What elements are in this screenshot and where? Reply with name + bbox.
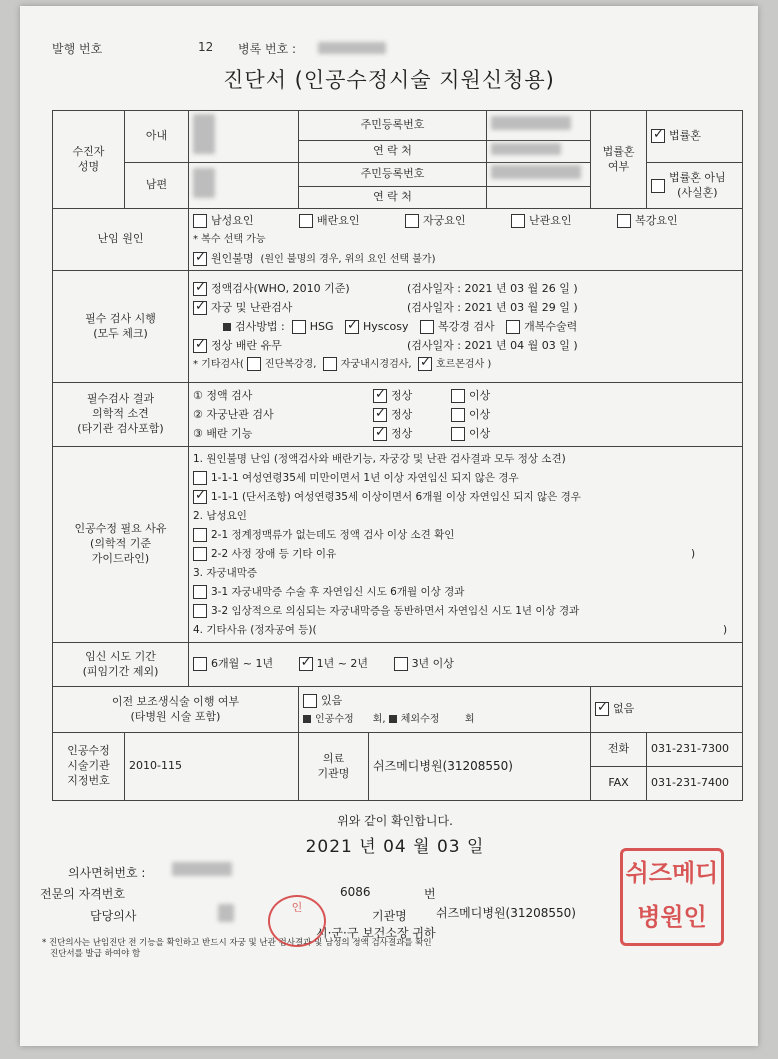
reason-h4-close: )	[723, 623, 728, 636]
reason-21-checkbox[interactable]	[193, 528, 207, 542]
laparoscopy-checkbox[interactable]	[420, 320, 434, 334]
wife-rrn	[487, 111, 591, 141]
hyscosy-checkbox[interactable]	[345, 320, 359, 334]
unexplained-checkbox[interactable]	[193, 252, 207, 266]
hysteroscopy-checkbox[interactable]	[323, 357, 337, 371]
diagnostic-laparoscopy-text: 진단복강경,	[264, 359, 317, 370]
results-label: 필수검사 결과 의학적 소견 (타기관 검사포함)	[53, 383, 189, 447]
tubal-factor-text: 난관요인	[529, 214, 572, 227]
laparotomy-text: 개복수술력	[524, 320, 578, 333]
previous-art-yes	[299, 687, 591, 733]
semen-test-text: 정액검사(WHO, 2010 기준)	[211, 282, 350, 295]
semen-abnormal-text: 이상	[469, 389, 491, 402]
uterus-normal-checkbox[interactable]	[373, 408, 387, 422]
license-number-label: 의사면허번호 :	[68, 866, 146, 880]
infertility-cause-options	[189, 209, 743, 271]
reason-111b-checkbox[interactable]	[193, 490, 207, 504]
specialist-number: 6086	[340, 885, 371, 899]
hormone-test-text: 호르몬검사 )	[435, 359, 492, 370]
husband-contact-label: 연 락 처	[299, 187, 487, 209]
ovulation-abnormal-text: 이상	[469, 427, 491, 440]
legal-marriage-text: 법률혼	[669, 129, 701, 143]
hyscosy-text: Hyscosy	[363, 320, 409, 333]
doctor-seal-stamp: 인	[268, 895, 326, 947]
husband-contact	[487, 187, 591, 209]
wife-rrn-label: 주민등록번호	[299, 111, 487, 141]
laparotomy-checkbox[interactable]	[506, 320, 520, 334]
semen-normal-text: 정상	[391, 389, 413, 402]
result-semen-name: ① 정액 검사	[193, 389, 253, 402]
multiple-select-note: * 복수 선택 가능	[193, 234, 266, 245]
uterine-factor-checkbox[interactable]	[405, 214, 419, 228]
previous-art-no	[591, 687, 743, 733]
ivf-unit: 회	[464, 713, 475, 725]
phone-label: 전화	[591, 733, 647, 767]
issue-number: 12	[198, 40, 214, 54]
attempt-6m-1y-checkbox[interactable]	[193, 657, 207, 671]
fax-number: 031-231-7400	[647, 767, 743, 801]
previous-yes-text: 있음	[321, 693, 343, 707]
wife-name	[189, 111, 299, 163]
marriage-option-common-law[interactable]	[647, 163, 743, 209]
male-factor-checkbox[interactable]	[193, 214, 207, 228]
uterine-factor-text: 자궁요인	[423, 214, 466, 227]
diagnostic-laparoscopy-checkbox[interactable]	[247, 357, 261, 371]
reason-111a-text: 1-1-1 여성연령35세 미만이면서 1년 이상 자연임신 되지 않은 경우	[211, 471, 519, 484]
ovulation-test-date: (검사일자 : 2021 년 04 월 03 일 )	[407, 339, 578, 352]
tubal-factor-checkbox[interactable]	[511, 214, 525, 228]
institution-name-label: 의료 기관명	[299, 733, 369, 801]
marriage-option-legal[interactable]	[647, 111, 743, 163]
reason-h1: 1. 원인불명 난임 (정액검사와 배란기능, 자궁강 및 난관 검사결과 모두 정상 소견)	[193, 452, 566, 465]
attempt-1y-2y-checkbox[interactable]	[299, 657, 313, 671]
hsg-text: HSG	[309, 320, 334, 333]
document-title: 진단서 (인공수정시술 지원신청용)	[223, 68, 555, 92]
institution-name: 쉬즈메디병원(31208550)	[369, 733, 591, 801]
institution-label-bottom: 기관명	[372, 909, 407, 923]
husband-name	[189, 163, 299, 209]
infertility-cause-label: 난임 원인	[53, 209, 189, 271]
attempt-3y-checkbox[interactable]	[394, 657, 408, 671]
ovulation-factor-checkbox[interactable]	[299, 214, 313, 228]
reason-h4: 4. 기타사유 (정자공여 등)(	[193, 623, 317, 636]
uterus-normal-text: 정상	[391, 408, 413, 421]
reason-32-checkbox[interactable]	[193, 604, 207, 618]
reason-22-text: 2-2 사정 장애 등 기타 이유	[211, 547, 337, 560]
common-law-checkbox[interactable]	[651, 179, 665, 193]
hormone-test-checkbox[interactable]	[418, 357, 432, 371]
ovulation-factor-text: 배란요인	[317, 214, 360, 227]
previous-no-text: 없음	[613, 702, 635, 716]
attempt-3y-text: 3년 이상	[411, 657, 454, 671]
ovulation-normal-checkbox[interactable]	[373, 427, 387, 441]
reason-31-text: 3-1 자궁내막증 수술 후 자연임신 시도 6개월 이상 경과	[211, 585, 465, 598]
reason-22-close: )	[691, 547, 696, 560]
unexplained-text: 원인불명	[211, 252, 254, 265]
semen-abnormal-checkbox[interactable]	[451, 389, 465, 403]
specialist-number-unit: 번	[424, 887, 436, 901]
record-number-label: 병록 번호 :	[238, 42, 297, 56]
test-method-label: 검사방법 :	[235, 320, 285, 333]
peritoneal-factor-text: 복강요인	[635, 214, 678, 227]
reasons-label: 인공수정 필요 사유 (의학적 기준 가이드라인)	[53, 447, 189, 643]
result-ovulation-name: ③ 배란 기능	[193, 427, 253, 440]
reason-21-text: 2-1 정계정맥류가 없는데도 정액 검사 이상 소견 확인	[211, 528, 455, 541]
required-tests-label: 필수 검사 시행 (모두 체크)	[53, 271, 189, 383]
uterus-test-date: (검사일자 : 2021 년 03 월 29 일 )	[407, 301, 578, 314]
wife-contact	[487, 141, 591, 163]
reasons-content	[189, 447, 743, 643]
fax-label: FAX	[591, 767, 647, 801]
reason-h3: 3. 자궁내막증	[193, 566, 258, 579]
wife-contact-label: 연 락 처	[299, 141, 487, 163]
semen-test-date: (검사일자 : 2021 년 03 월 26 일 )	[407, 282, 578, 295]
previous-art-label: 이전 보조생식술 이행 여부 (타병원 시술 포함)	[53, 687, 299, 733]
phone-number: 031-231-7300	[647, 733, 743, 767]
attempt-options	[189, 643, 743, 687]
ovulation-test-text: 정상 배란 유무	[211, 339, 282, 352]
redacted-license	[172, 862, 232, 876]
institution-code: 2010-115	[125, 733, 299, 801]
husband-label: 남편	[125, 163, 189, 209]
patient-name-label: 수진자 성명	[53, 111, 125, 209]
common-law-text: 법률혼 아님 (사실혼)	[669, 170, 726, 199]
ovulation-abnormal-checkbox[interactable]	[451, 427, 465, 441]
reason-32-text: 3-2 임상적으로 의심되는 자궁내막증을 동반하면서 자연임신 시도 1년 이상 경과	[211, 604, 580, 617]
redacted-record-number	[318, 42, 386, 54]
attempt-label: 임신 시도 기간 (피임기간 제외)	[53, 643, 189, 687]
addressee: 시·군·구 보건소장 귀하	[316, 926, 436, 940]
reason-111a-checkbox[interactable]	[193, 471, 207, 485]
issue-number-label: 발행 번호	[52, 42, 103, 56]
legal-marriage-checkbox[interactable]	[651, 129, 665, 143]
required-tests-content	[189, 271, 743, 383]
attempt-6m-1y-text: 6개월 ~ 1년	[211, 657, 274, 671]
reason-111b-text: 1-1-1 (단서조항) 여성연령35세 이상이면서 6개월 이상 자연임신 되지 않은 경우	[211, 490, 581, 503]
result-uterus-name: ② 자궁난관 검사	[193, 408, 274, 421]
redacted-doctor	[218, 904, 234, 922]
confirm-date: 2021 년 04 월 03 일	[305, 837, 485, 857]
doctor-label: 담당의사	[90, 909, 137, 923]
ovulation-test-checkbox[interactable]	[193, 339, 207, 353]
unexplained-note: (원인 불명의 경우, 위의 요인 선택 불가)	[260, 254, 436, 265]
reason-31-checkbox[interactable]	[193, 585, 207, 599]
previous-no-checkbox[interactable]	[595, 702, 609, 716]
hysteroscopy-text: 자궁내시경검사,	[340, 359, 412, 370]
uterus-abnormal-checkbox[interactable]	[451, 408, 465, 422]
results-content	[189, 383, 743, 447]
specialist-number-label: 전문의 자격번호	[40, 887, 125, 901]
husband-rrn-label: 주민등록번호	[299, 163, 487, 187]
other-tests-label: * 기타검사(	[193, 359, 244, 370]
reason-22-checkbox[interactable]	[193, 547, 207, 561]
marriage-label: 법률혼 여부	[591, 111, 647, 209]
ovulation-normal-text: 정상	[391, 427, 413, 440]
reason-h2: 2. 남성요인	[193, 509, 247, 522]
hospital-seal-stamp: 쉬즈메디 병원인	[620, 848, 724, 946]
iui-unit: 회,	[372, 713, 386, 725]
institution-code-label: 인공수정 시술기관 지정번호	[53, 733, 125, 801]
semen-normal-checkbox[interactable]	[373, 389, 387, 403]
uterus-test-text: 자궁 및 난관검사	[211, 301, 293, 314]
laparoscopy-text: 복강경 검사	[438, 320, 495, 333]
institution-name-bottom: 쉬즈메디병원(31208550)	[436, 906, 576, 920]
footnote-line2: 진단서를 발급 하여야 함	[50, 949, 141, 959]
diagnosis-form-table	[52, 110, 743, 801]
hsg-checkbox[interactable]	[292, 320, 306, 334]
peritoneal-factor-checkbox[interactable]	[617, 214, 631, 228]
footnote-line1: * 진단의사는 난임진단 전 기능을 확인하고 반드시 자궁 및 난관 검사결과 및 남성의 정액 검사결과를 확인	[42, 938, 432, 948]
uterus-abnormal-text: 이상	[469, 408, 491, 421]
uterus-test-checkbox[interactable]	[193, 301, 207, 315]
semen-test-checkbox[interactable]	[193, 282, 207, 296]
confirm-text: 위와 같이 확인합니다.	[337, 814, 453, 828]
previous-yes-checkbox[interactable]	[303, 694, 317, 708]
iui-label: 인공수정	[315, 713, 354, 725]
male-factor-text: 남성요인	[211, 214, 254, 227]
attempt-1y-2y-text: 1년 ~ 2년	[316, 657, 369, 671]
wife-label: 아내	[125, 111, 189, 163]
husband-rrn	[487, 163, 591, 187]
ivf-label: 체외수정	[400, 713, 440, 725]
